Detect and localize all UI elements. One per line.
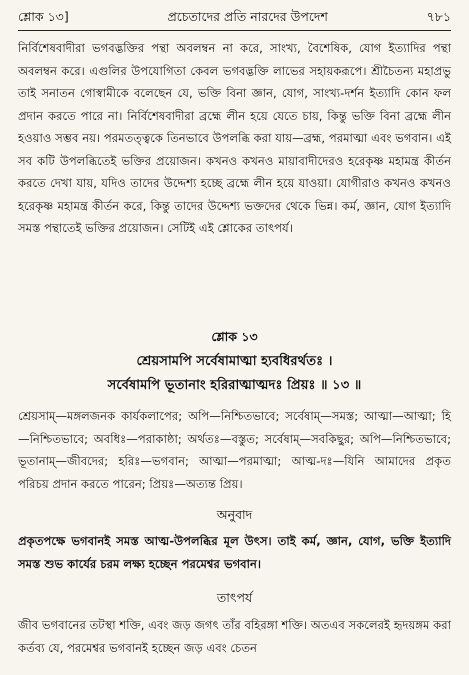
synonyms-paragraph: শ্রেয়সাম্—মঙ্গলজনক কার্যকলাপের; অপি—নিশ্চিতভাবে; সর্বেষাম্—সমস্ত; আত্মা—আত্মা; হি—নিশ্চিতভাবে; অবধিঃ—পরাকাষ্ঠা; অর্থতঃ—বস্তুত; সর্বেষাম্—সবকিছুর; অপি—নিশ্চিতভাবে; ভূতানাম্—জীবদের; হরিঃ—ভগবান; আত্মা—পরমাত্মা; আত্ম-দঃ—যিনি আমাদের প্রকৃত পরিচয় প্রদান করতে পারেন; প্রিয়ঃ—অত্যন্ত প্রিয়। <box>18 409 451 491</box>
verse-line-2: সর্বেষামপি ভূতানাং হরিরাত্মাত্মদঃ প্রিয়ঃ ॥ ১৩ ॥ <box>107 378 362 393</box>
verse-heading: শ্লোক ১৩ <box>211 329 258 344</box>
header-page-number: ৭৮১ <box>426 9 451 24</box>
page-header <box>18 8 451 31</box>
header-chapter-title: প্রচেতাদের প্রতি নারদের উপদেশ <box>167 9 328 24</box>
header-verse-ref: শ্লোক ১৩] <box>18 9 69 24</box>
body-paragraph: নির্বিশেষবাদীরা ভগবদ্ভক্তির পন্থা অবলম্বন না করে, সাংখ্য, বৈশেষিক, যোগ ইত্যাদির পন্থা অবলম্বন করে। এগুলির উপযোগিতা কেবল ভগবদ্ভক্তি লাভের সহায়করূপে। শ্রীচৈতন্য মহাপ্রভু তাই সনাতন গোস্বামীকে বলেছেন যে, ভক্তি বিনা জ্ঞান, যোগ, সাংখ্য-দর্শন ইত্যাদি কোন ফল প্রদান করতে পারে না। নির্বিশেষবাদীরা ব্রহ্মে লীন হয়ে যেতে চায়, কিন্তু ভক্তি বিনা ব্রহ্মে লীন হওয়াও সম্ভব নয়। পরমতত্ত্বকে তিনভাবে উপলব্ধি করা যায়—ব্রহ্ম, পরমাত্মা এবং ভগবান। এই সব কটি উপলব্ধিতেই ভক্তির প্রয়োজন। কখনও কখনও মায়াবাদীদেরও হরেকৃষ্ণ মহামন্ত্র কীর্তন করতে দেখা যায়, যদিও তাদের উদ্দেশ্য হচ্ছে ব্রহ্মে লীন হয়ে যাওয়া। যোগীরাও কখনও কখনও হরেকৃষ্ণ মহামন্ত্র কীর্তন করে, কিন্তু তাদের উদ্দেশ্য ভক্তদের থেকে ভিন্ন। কর্ম, জ্ঞান, যোগ ইত্যাদি সমস্ত পন্থাতেই ভক্তির প্রয়োজন। সেটিই এই শ্লোকের তাৎপর্য। <box>18 41 451 235</box>
purport-heading: তাৎপর্য <box>216 590 253 605</box>
purport-text: জীব ভগবানের তটস্থা শক্তি, এবং জড় জগৎ তাঁর বহিরঙ্গা শক্তি। অতএব সকলেরই হৃদয়ঙ্গম করা কর্তব্য যে, পরমেশ্বর ভগবানই হচ্ছেন জড় এবং চেতন <box>18 618 451 655</box>
translation-text: প্রকৃতপক্ষে ভগবানই সমস্ত আত্ম-উপলব্ধির মূল উৎস। তাই কর্ম, জ্ঞান, যোগ, ভক্তি ইত্যাদি সমস্ত শুভ কার্যের চরম লক্ষ্য হচ্ছেন পরমেশ্বর ভগবান। <box>18 534 451 571</box>
verse-line-1: শ্রেয়সামপি সর্বেষামাত্মা হ্যবধিরর্থতঃ । <box>136 354 333 369</box>
translation-heading: অনুবাদ <box>216 507 253 522</box>
